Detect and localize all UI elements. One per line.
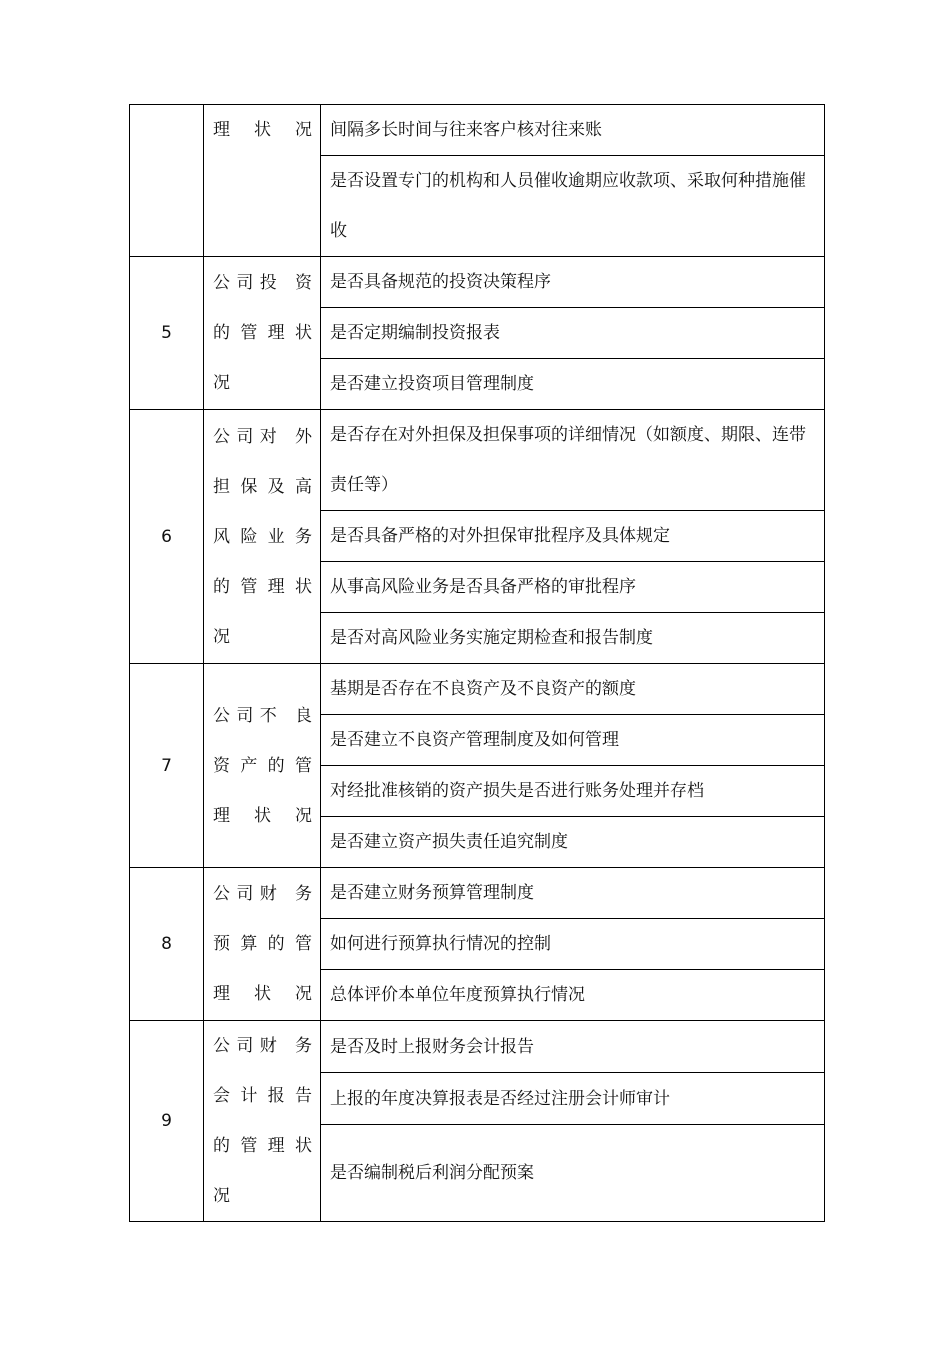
row-number: 8 <box>130 868 204 1021</box>
category-line: 担保及高 <box>213 476 312 497</box>
check-item: 是否存在对外担保及担保事项的详细情况（如额度、期限、连带责任等） <box>321 410 825 511</box>
check-item: 是否建立财务预算管理制度 <box>321 868 825 919</box>
category-line: 公司对 外 <box>213 426 312 447</box>
check-item: 是否具备严格的对外担保审批程序及具体规定 <box>321 511 825 562</box>
inspection-table <box>129 104 825 1222</box>
table-row <box>130 664 825 715</box>
category-line: 的管理状 <box>213 1136 312 1156</box>
row-number: 5 <box>130 257 204 410</box>
category-line: 公司不 良 <box>213 705 312 726</box>
table-row <box>130 868 825 919</box>
category-line: 会计报告 <box>213 1086 312 1106</box>
check-item: 总体评价本单位年度预算执行情况 <box>321 970 825 1021</box>
check-item: 是否建立资产损失责任追究制度 <box>321 817 825 868</box>
table-row <box>130 105 825 156</box>
category-line: 理状况 <box>213 120 312 140</box>
check-item: 从事高风险业务是否具备严格的审批程序 <box>321 562 825 613</box>
row-number: 7 <box>130 664 204 868</box>
check-item: 是否建立投资项目管理制度 <box>321 359 825 410</box>
category-line: 况 <box>213 626 230 647</box>
check-item: 如何进行预算执行情况的控制 <box>321 919 825 970</box>
category-line: 公司财 务 <box>213 1036 312 1056</box>
category-line: 理状况 <box>213 805 312 826</box>
category-line: 况 <box>213 373 230 393</box>
table-row <box>130 257 825 308</box>
category-line: 风险业务 <box>213 526 312 547</box>
row-number <box>130 105 204 257</box>
check-item: 是否设置专门的机构和人员催收逾期应收款项、采取何种措施催收 <box>321 156 825 257</box>
category-cell <box>204 105 321 257</box>
category-line: 况 <box>213 1186 230 1206</box>
category-line: 的管理状 <box>213 576 312 597</box>
category-line: 理状况 <box>213 984 312 1004</box>
check-item: 上报的年度决算报表是否经过注册会计师审计 <box>321 1073 825 1125</box>
category-line: 预算的管 <box>213 934 312 954</box>
category-line: 公司财 务 <box>213 884 312 904</box>
category-cell <box>204 868 321 1021</box>
check-item: 是否对高风险业务实施定期检查和报告制度 <box>321 613 825 664</box>
check-item: 是否建立不良资产管理制度及如何管理 <box>321 715 825 766</box>
check-item: 基期是否存在不良资产及不良资产的额度 <box>321 664 825 715</box>
category-cell <box>204 410 321 664</box>
check-item: 是否定期编制投资报表 <box>321 308 825 359</box>
category-line: 公司投 资 <box>213 273 312 293</box>
check-item: 间隔多长时间与往来客户核对往来账 <box>321 105 825 156</box>
table-body <box>130 105 825 1222</box>
table-row <box>130 1021 825 1073</box>
check-item: 是否编制税后利润分配预案 <box>321 1125 825 1222</box>
category-line: 的管理状 <box>213 323 312 343</box>
table-row <box>130 410 825 511</box>
row-number: 9 <box>130 1021 204 1222</box>
category-cell <box>204 257 321 410</box>
category-line: 资产的管 <box>213 755 312 776</box>
category-cell <box>204 1021 321 1222</box>
row-number: 6 <box>130 410 204 664</box>
check-item: 是否及时上报财务会计报告 <box>321 1021 825 1073</box>
check-item: 是否具备规范的投资决策程序 <box>321 257 825 308</box>
category-cell <box>204 664 321 868</box>
check-item: 对经批准核销的资产损失是否进行账务处理并存档 <box>321 766 825 817</box>
